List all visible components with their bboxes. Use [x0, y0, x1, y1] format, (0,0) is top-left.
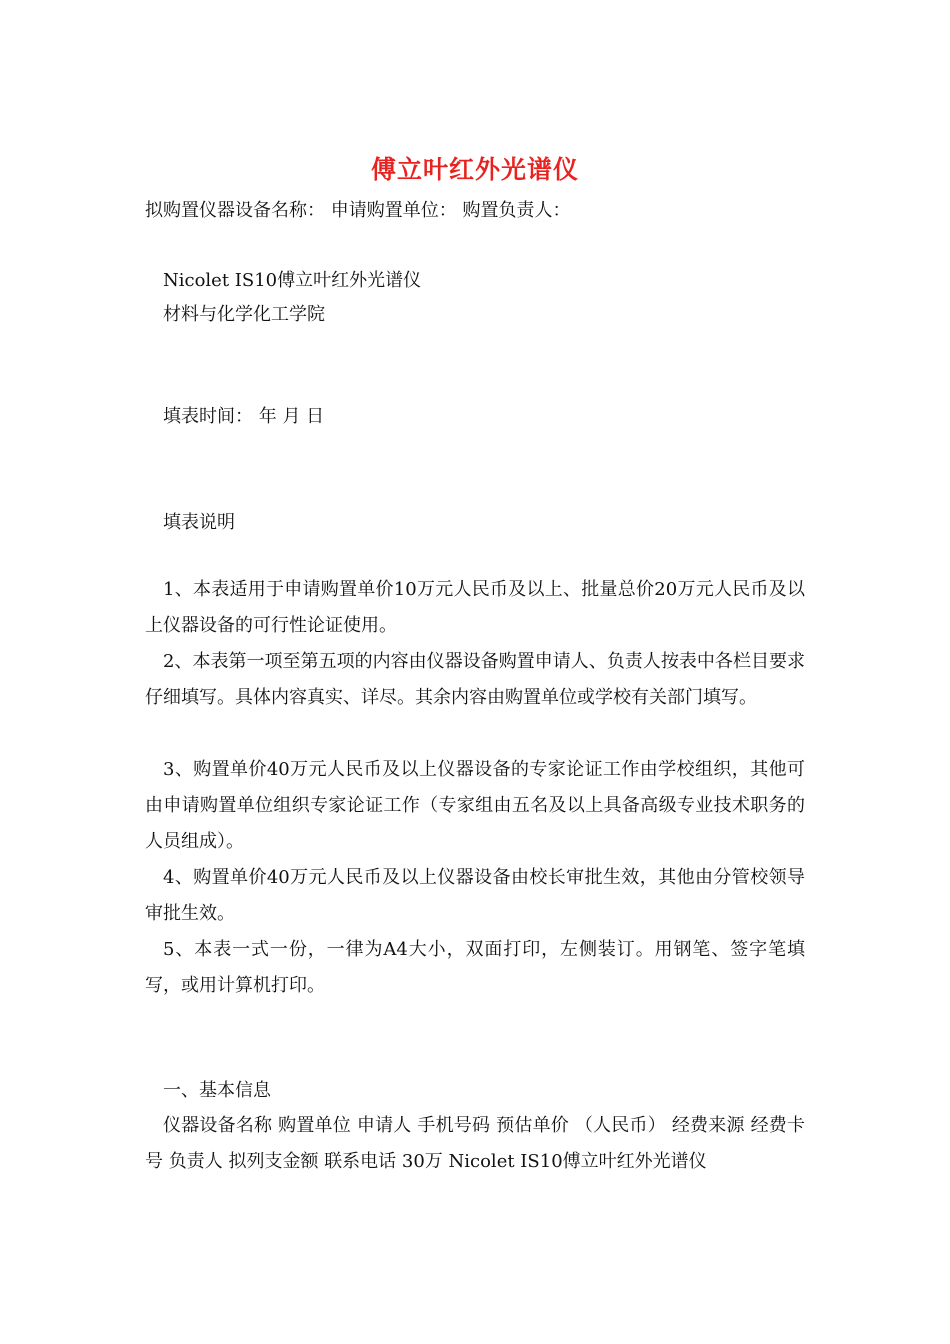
instruction-item-4: 4、购置单价40万元人民币及以上仪器设备由校长审批生效，其他由分管校领导审批生效。: [145, 867, 805, 924]
instruction-item-5: 5、本表一式一份，一律为A4大小，双面打印，左侧装订。用钢笔、签字笔填写，或用计算机打印。: [145, 939, 805, 996]
instruction-item-1: 1、本表适用于申请购置单价10万元人民币及以上、批量总价20万元人民币及以上仪器设备的可行性论证使用。: [145, 579, 805, 636]
section-one-body: 仪器设备名称 购置单位 申请人 手机号码 预估单价 （人民币） 经费来源 经费卡号 负责人 拟列支金额 联系电话 30万 Nicolet IS10傅立叶红外光谱仪: [145, 1115, 805, 1172]
instruction-item-2: 2、本表第一项至第五项的内容由仪器设备购置申请人、负责人按表中各栏目要求仔细填写。具体内容真实、详尽。其余内容由购置单位或学校有关部门填写。: [145, 651, 805, 708]
document-title: 傅立叶红外光谱仪: [370, 155, 579, 184]
fill-date: 填表时间： 年 月 日: [163, 406, 325, 427]
applicant-unit: 材料与化学化工学院: [163, 304, 325, 325]
instrument-name: Nicolet IS10傅立叶红外光谱仪: [163, 270, 422, 291]
instructions-heading: 填表说明: [163, 512, 235, 533]
section-one-heading: 一、基本信息: [163, 1080, 271, 1101]
instruction-item-3: 3、购置单价40万元人民币及以上仪器设备的专家论证工作由学校组织，其他可由申请购置单位组织专家论证工作（专家组由五名及以上具备高级专业技术职务的人员组成）。: [145, 759, 805, 852]
header-fields: 拟购置仪器设备名称： 申请购置单位： 购置负责人：: [145, 200, 571, 221]
